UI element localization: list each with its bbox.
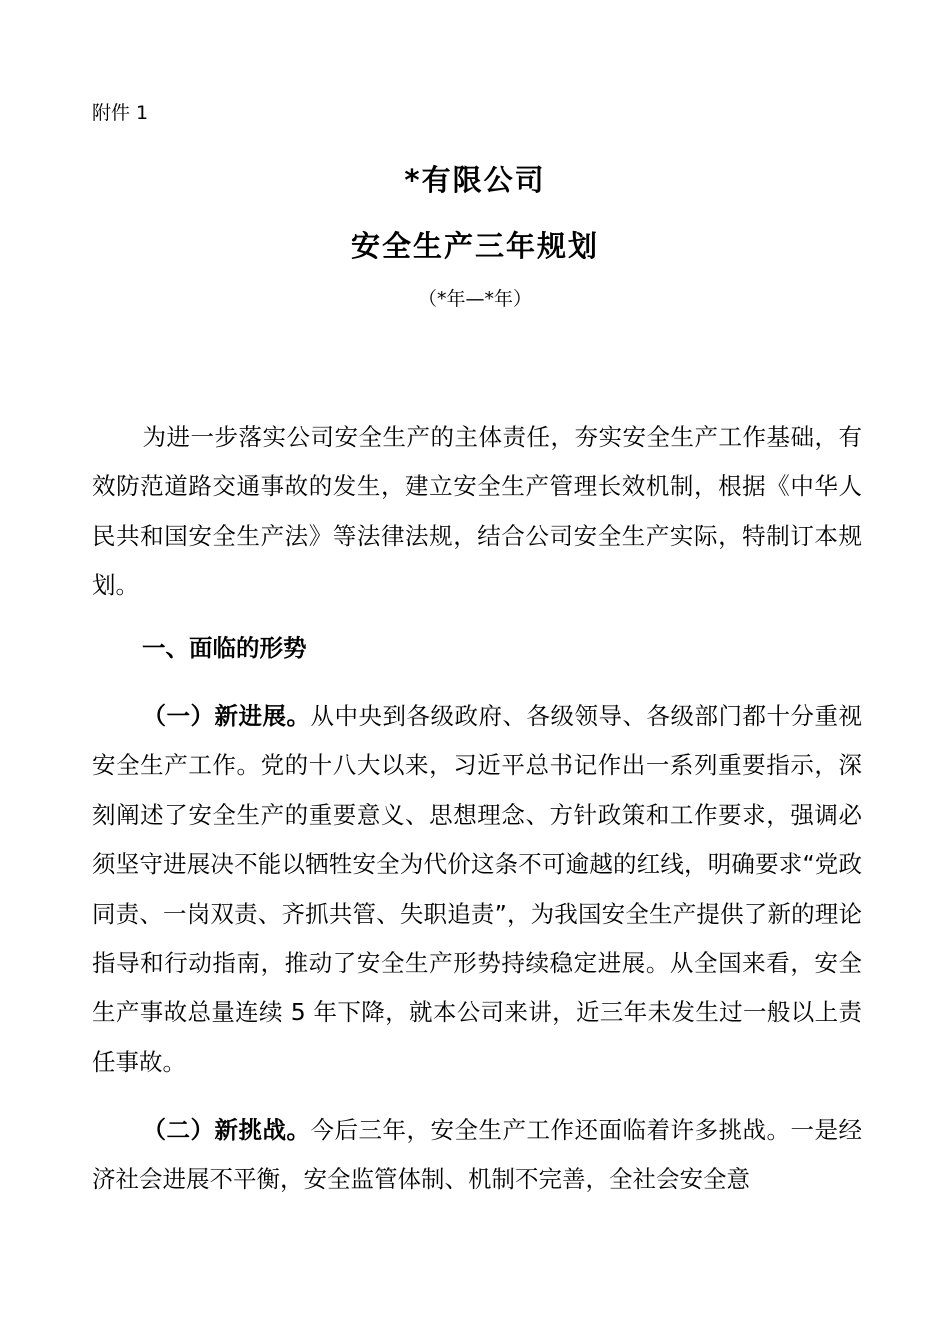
attachment-label: 附件 1 <box>92 102 149 124</box>
subsection-new-progress <box>92 692 862 1087</box>
subsection-new-challenge <box>92 1106 862 1205</box>
subsection-lead-new-progress: （一）新进展。 <box>142 702 311 730</box>
intro-paragraph <box>92 413 862 611</box>
subsection-lead-new-challenge: （二）新挑战。 <box>142 1116 311 1144</box>
document-title-company: *有限公司 <box>404 163 546 197</box>
subsection-text-new-challenge: 今后三年，安全生产工作还面临着许多挑战。一是经济社会进展不平衡，安全监管体制、机制不完善，全社会安全意 <box>92 1116 862 1194</box>
document-period: （*年—*年） <box>417 288 532 310</box>
document-title-plan: 安全生产三年规划 <box>350 229 599 263</box>
intro-paragraph-text: 为进一步落实公司安全生产的主体责任，夯实安全生产工作基础，有效防范道路交通事故的发生，建立安全生产管理长效机制，根据《中华人民共和国安全生产法》等法律法规，结合公司安全生产实际，特制订本规划。 <box>92 423 862 600</box>
subsection-text-new-progress: 从中央到各级政府、各级领导、各级部门都十分重视安全生产工作。党的十八大以来，习近平总书记作出一系列重要指示，深刻阐述了安全生产的重要意义、思想理念、方针政策和工作要求，强调必须坚守进展决不能以牺牲安全为代价这条不可逾越的红线，明确要求“党政同责、一岗双责、齐抓共管、失职追责”，为我国安全生产提供了新的理论指导和行动指南，推动了安全生产形势持续稳定进展。从全国来看，安全生产事故总量连续 5 年下降，就本公司来讲，近三年未发生过一般以上责任事故。 <box>92 702 862 1076</box>
section-heading-situation: 一、面临的形势 <box>142 634 307 662</box>
